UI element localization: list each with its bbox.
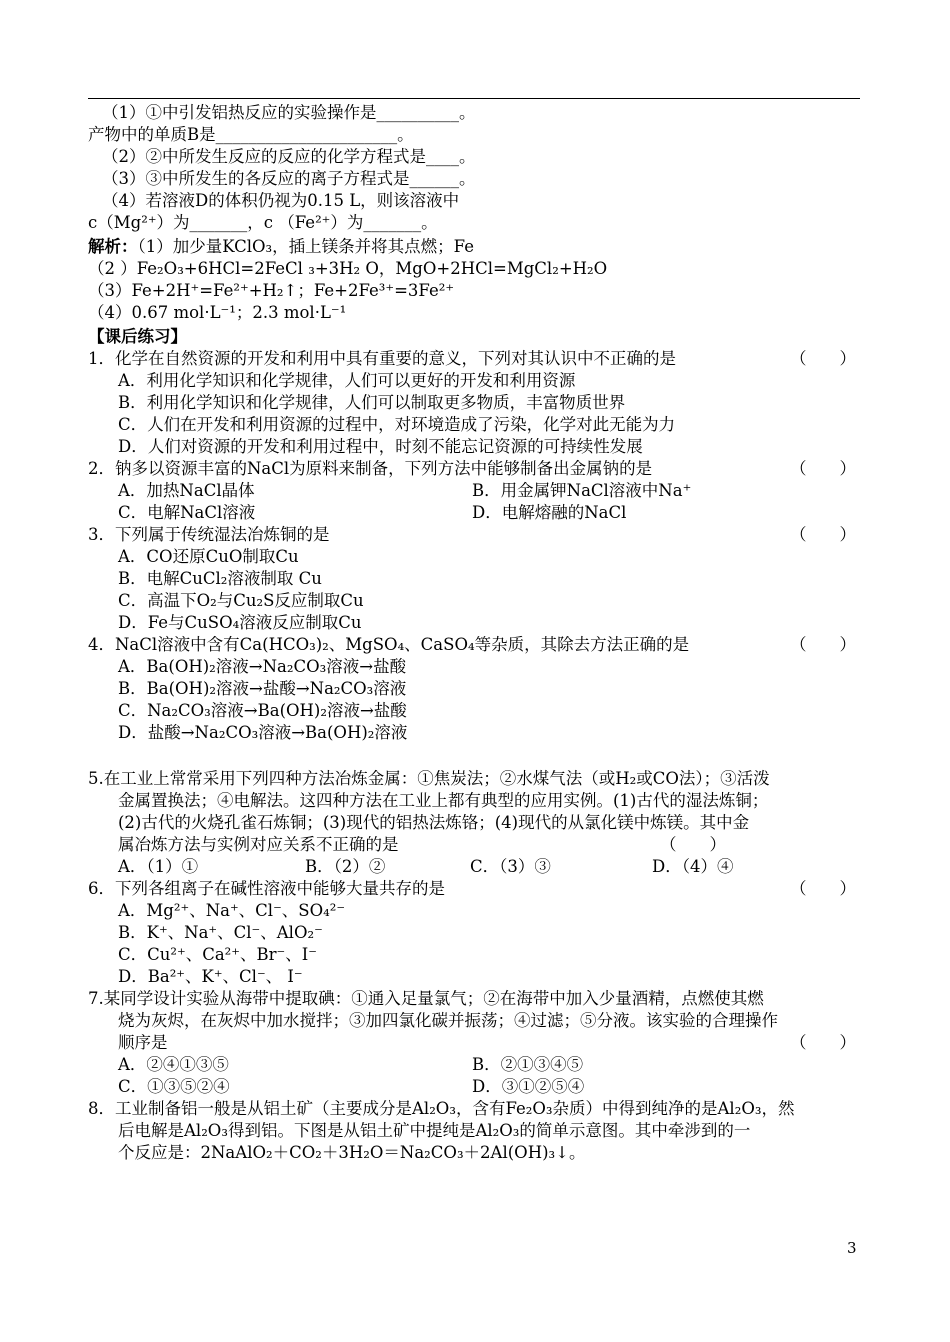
q5-line-4: 属冶炼方法与实例对应关系不正确的是	[118, 835, 399, 854]
q7-option-d: D．③①②⑤④	[472, 1077, 585, 1096]
q6-option-a: A．Mg²⁺、Na⁺、Cl⁻、SO₄²⁻	[118, 901, 346, 920]
q4-option-c: C．Na₂CO₃溶液→Ba(OH)₂溶液→盐酸	[118, 701, 407, 720]
question-part-4: （4）若溶液D的体积仍视为0.15 L，则该溶液中	[102, 191, 460, 210]
q1-bracket: （ ）	[790, 349, 856, 368]
q1-option-a: A．利用化学知识和化学规律，人们可以更好的开发和利用资源	[118, 371, 576, 390]
q8-line-2: 后电解是Al₂O₃得到铝。下图是从铝土矿中提纯是Al₂O₃的简单示意图。其中牵涉到的一	[118, 1121, 751, 1140]
q1-option-d: D．人们对资源的开发和利用过程中，时刻不能忘记资源的可持续性发展	[118, 437, 643, 456]
q7-line-2: 烧为灰烬，在灰烬中加水搅拌；③加四氯化碳并振荡；④过滤；⑤分液。该实验的合理操作	[118, 1011, 778, 1030]
answer-line-4: （4）0.67 mol·L⁻¹；2.3 mol·L⁻¹	[88, 303, 347, 322]
question-part-1: （1）①中引发铝热反应的实验操作是__________。	[102, 103, 476, 122]
q8-line-3: 个反应是：2NaAlO₂＋CO₂＋3H₂O＝Na₂CO₃＋2Al(OH)₃↓。	[118, 1143, 586, 1162]
q4-stem: 4．NaCl溶液中含有Ca(HCO₃)₂、MgSO₄、CaSO₄等杂质，其除去方法正确的是	[88, 635, 690, 654]
q2-stem: 2．钠多以资源丰富的NaCl为原料来制备，下列方法中能够制备出金属钠的是	[88, 459, 653, 478]
q8-line-1: 8．工业制备铝一般是从铝土矿（主要成分是Al₂O₃，含有Fe₂O₃杂质）中得到纯净的是Al₂O₃，然	[88, 1099, 795, 1118]
q2-option-a: A．加热NaCl晶体	[118, 481, 255, 500]
q5-bracket: （ ）	[660, 835, 726, 854]
answer-label: 解析：	[88, 237, 138, 256]
q2-option-b: B．用金属钾NaCl溶液中Na⁺	[472, 481, 692, 500]
q6-stem: 6．下列各组离子在碱性溶液中能够大量共存的是	[88, 879, 445, 898]
q3-option-d: D．Fe与CuSO₄溶液反应制取Cu	[118, 613, 362, 632]
page-number: 3	[847, 1239, 857, 1257]
answer-1: （1）加少量KClO₃，插上镁条并将其点燃；Fe	[137, 237, 474, 256]
q6-option-b: B．K⁺、Na⁺、Cl⁻、AlO₂⁻	[118, 923, 323, 942]
q3-option-a: A．CO还原CuO制取Cu	[118, 547, 299, 566]
question-part-2: （2）②中所发生反应的反应的化学方程式是____。	[102, 147, 476, 166]
q3-option-b: B．电解CuCl₂溶液制取 Cu	[118, 569, 322, 588]
q5-option-b: B．（2）②	[305, 857, 386, 876]
header-rule	[88, 98, 860, 99]
q5-option-c: C．（3）③	[470, 857, 551, 876]
q1-option-c: C．人们在开发和利用资源的过程中，对环境造成了污染，化学对此无能为力	[118, 415, 676, 434]
q7-option-b: B．②①③④⑤	[472, 1055, 584, 1074]
q1-option-b: B．利用化学知识和化学规律，人们可以制取更多物质，丰富物质世界	[118, 393, 626, 412]
answer-line-1	[88, 236, 474, 258]
q2-option-c: C．电解NaCl溶液	[118, 503, 256, 522]
q4-bracket: （ ）	[790, 635, 856, 654]
answer-line-3: （3）Fe+2H⁺=Fe²⁺+H₂↑；Fe+2Fe³⁺=3Fe²⁺	[88, 281, 455, 300]
q7-option-a: A．②④①③⑤	[118, 1055, 229, 1074]
question-part-3: （3）③中所发生的各反应的离子方程式是______。	[102, 169, 476, 188]
q4-option-b: B．Ba(OH)₂溶液→盐酸→Na₂CO₃溶液	[118, 679, 407, 698]
q6-option-c: C．Cu²⁺、Ca²⁺、Br⁻、I⁻	[118, 945, 317, 964]
question-part-1b: 产物中的单质B是______________________。	[88, 125, 414, 144]
q3-bracket: （ ）	[790, 525, 856, 544]
q5-option-d: D．（4）④	[652, 857, 734, 876]
answer-line-2: （2 ）Fe₂O₃+6HCl=2FeCl ₃+3H₂ O，MgO+2HCl=MgCl₂+H₂O	[88, 259, 608, 278]
q4-option-a: A．Ba(OH)₂溶液→Na₂CO₃溶液→盐酸	[118, 657, 407, 676]
q6-option-d: D．Ba²⁺、K⁺、Cl⁻、 I⁻	[118, 967, 303, 986]
q3-option-c: C．高温下O₂与Cu₂S反应制取Cu	[118, 591, 364, 610]
q5-line-1: 5.在工业上常常采用下列四种方法冶炼金属：①焦炭法；②水煤气法（或H₂或CO法）；③活泼	[88, 769, 770, 788]
q7-option-c: C．①③⑤②④	[118, 1077, 230, 1096]
q2-option-d: D．电解熔融的NaCl	[472, 503, 627, 522]
q7-line-3: 顺序是	[118, 1033, 168, 1052]
q7-bracket: （ ）	[790, 1033, 856, 1052]
q5-option-a: A．（1）①	[118, 857, 199, 876]
q6-bracket: （ ）	[790, 879, 856, 898]
q3-stem: 3．下列属于传统湿法冶炼铜的是	[88, 525, 330, 544]
q7-line-1: 7.某同学设计实验从海带中提取碘：①通入足量氯气；②在海带中加入少量酒精，点燃使其燃	[88, 989, 764, 1008]
q1-stem: 1．化学在自然资源的开发和利用中具有重要的意义，下列对其认识中不正确的是	[88, 349, 676, 368]
q2-bracket: （ ）	[790, 459, 856, 478]
section-title: 【课后练习】	[88, 327, 187, 346]
q4-option-d: D．盐酸→Na₂CO₃溶液→Ba(OH)₂溶液	[118, 723, 408, 742]
question-part-4b: c（Mg²⁺）为_______，c （Fe²⁺）为_______。	[88, 213, 438, 232]
q5-line-2: 金属置换法；④电解法。这四种方法在工业上都有典型的应用实例。(1)古代的湿法炼铜；	[118, 791, 769, 810]
q5-line-3: (2)古代的火烧孔雀石炼铜；(3)现代的铝热法炼铬；(4)现代的从氯化镁中炼镁。其中金	[118, 813, 750, 832]
